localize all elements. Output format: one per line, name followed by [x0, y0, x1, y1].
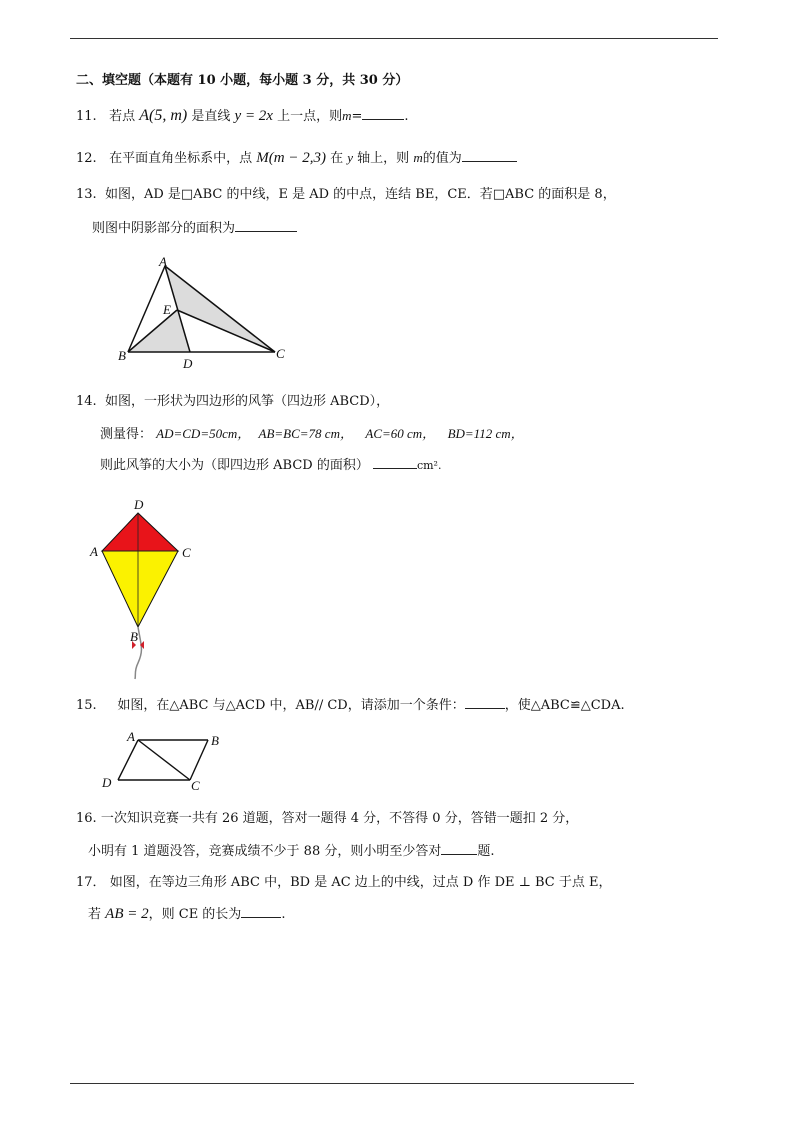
question-number: 11. — [76, 109, 97, 124]
question-number: 17． — [76, 875, 106, 890]
answer-blank[interactable] — [362, 107, 404, 120]
label-c: C — [182, 545, 191, 560]
label-b: B — [118, 348, 126, 363]
parallelogram-figure — [98, 727, 228, 795]
question-number: 13. — [76, 187, 97, 202]
question-16: 16. 一次知识竞赛一共有 26 道题，答对一题得 4 分，不答得 0 分，答错一题扣 2 分， — [76, 811, 579, 826]
answer-blank[interactable] — [235, 219, 297, 232]
question-14: 14. 如图，一形状为四边形的风筝（四边形 ABCD）， — [76, 394, 390, 409]
top-rule — [70, 38, 718, 39]
question-14-line-2: 测量得： AD=CD=50cm， AB=BC=78 cm， AC=60 cm， BD=112 cm， — [100, 426, 524, 442]
label-d: D — [134, 497, 144, 512]
math-condition: AB = 2 — [105, 906, 149, 922]
answer-blank[interactable] — [465, 696, 505, 709]
label-d: D — [183, 356, 193, 371]
question-13: 13. 如图，AD 是□ABC 的中线，E 是 AD 的中点，连结 BE，CE．若□ABC 的面积是 8， — [76, 187, 616, 202]
math-equation: y = 2x — [234, 108, 273, 124]
label-b: B — [211, 733, 219, 748]
question-number: 15. — [76, 698, 97, 713]
bottom-rule — [70, 1083, 634, 1084]
question-16-line-2: 小明有 1 道题没答，竞赛成绩不少于 88 分，则小明至少答对 题. — [88, 844, 495, 859]
label-c: C — [276, 346, 285, 361]
answer-blank[interactable] — [373, 456, 417, 469]
kite-top-red — [102, 513, 178, 551]
question-number: 14. — [76, 394, 97, 409]
kite-figure — [88, 495, 198, 680]
kite-bottom-yellow — [102, 551, 178, 627]
section-title: 二、填空题（本题有 10 小题，每小题 3 分，共 30 分） — [76, 73, 409, 88]
label-c: C — [191, 778, 200, 793]
label-e: E — [163, 302, 171, 317]
question-11: 11. 若点 A(5, m) 是直线 y = 2x 上一点，则m= . — [76, 107, 409, 124]
label-b: B — [130, 629, 138, 644]
answer-blank[interactable] — [462, 149, 517, 162]
question-15: 15. 如图，在△ABC 与△ACD 中，AB// CD，请添加一个条件： ，使△ABC≌△CDA. — [76, 698, 625, 713]
label-d: D — [102, 775, 112, 790]
math-point: A(5, m) — [139, 107, 188, 124]
question-12: 12. 在平面直角坐标系中，点 M(m − 2,3) 在 y 轴上，则 m的值为 — [76, 149, 517, 168]
math-point: M(m − 2,3) — [256, 150, 326, 166]
question-17: 17． 如图，在等边三角形 ABC 中，BD 是 AC 边上的中线，过点 D 作 DE ⊥ BC 于点 E， — [76, 875, 612, 890]
question-number: 12. — [76, 151, 97, 166]
label-a: A — [159, 254, 167, 269]
answer-blank[interactable] — [241, 905, 281, 918]
question-17-line-2: 若 AB = 2，则 CE 的长为 . — [88, 906, 286, 922]
label-a: A — [90, 544, 98, 559]
label-a: A — [127, 729, 135, 744]
question-13-line-2: 则图中阴影部分的面积为 — [92, 219, 297, 238]
question-number: 16. — [76, 811, 97, 826]
triangle-figure — [110, 252, 310, 372]
answer-blank[interactable] — [441, 842, 477, 855]
question-14-line-3: 则此风筝的大小为（即四边形 ABCD 的面积） cm². — [100, 458, 442, 473]
